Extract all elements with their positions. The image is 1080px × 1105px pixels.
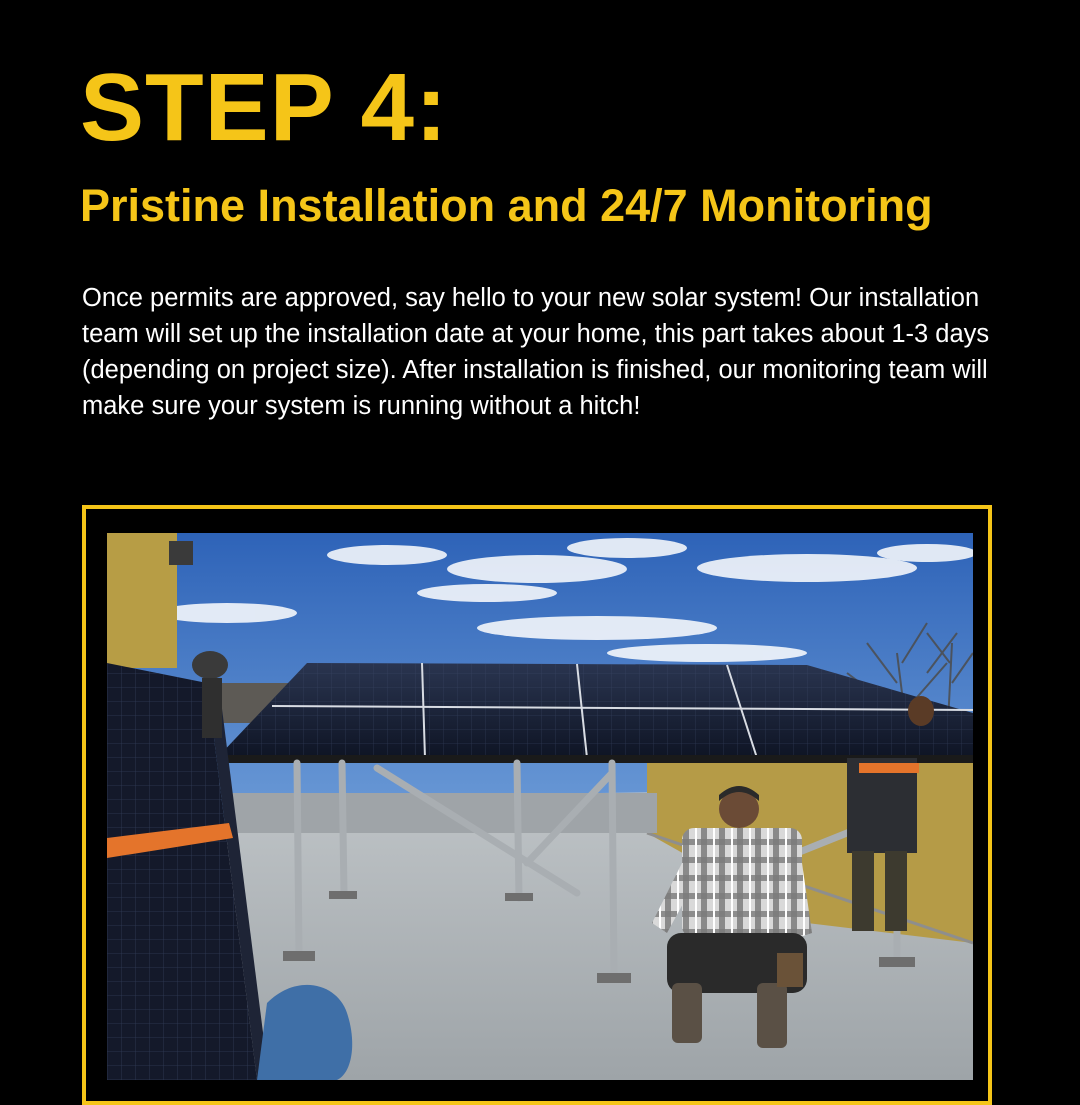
step-subtitle: Pristine Installation and 24/7 Monitoring — [80, 180, 933, 231]
description-paragraph: Once permits are approved, say hello to your new solar system! Our installation team will set up the installation date at your home, this part takes about 1-3 days (depending on project size). After installation is finished, our monitoring team will make sure your system is running without a hitch! — [82, 284, 990, 420]
installation-photo — [107, 533, 973, 1080]
step-title: STEP 4: — [80, 54, 449, 161]
